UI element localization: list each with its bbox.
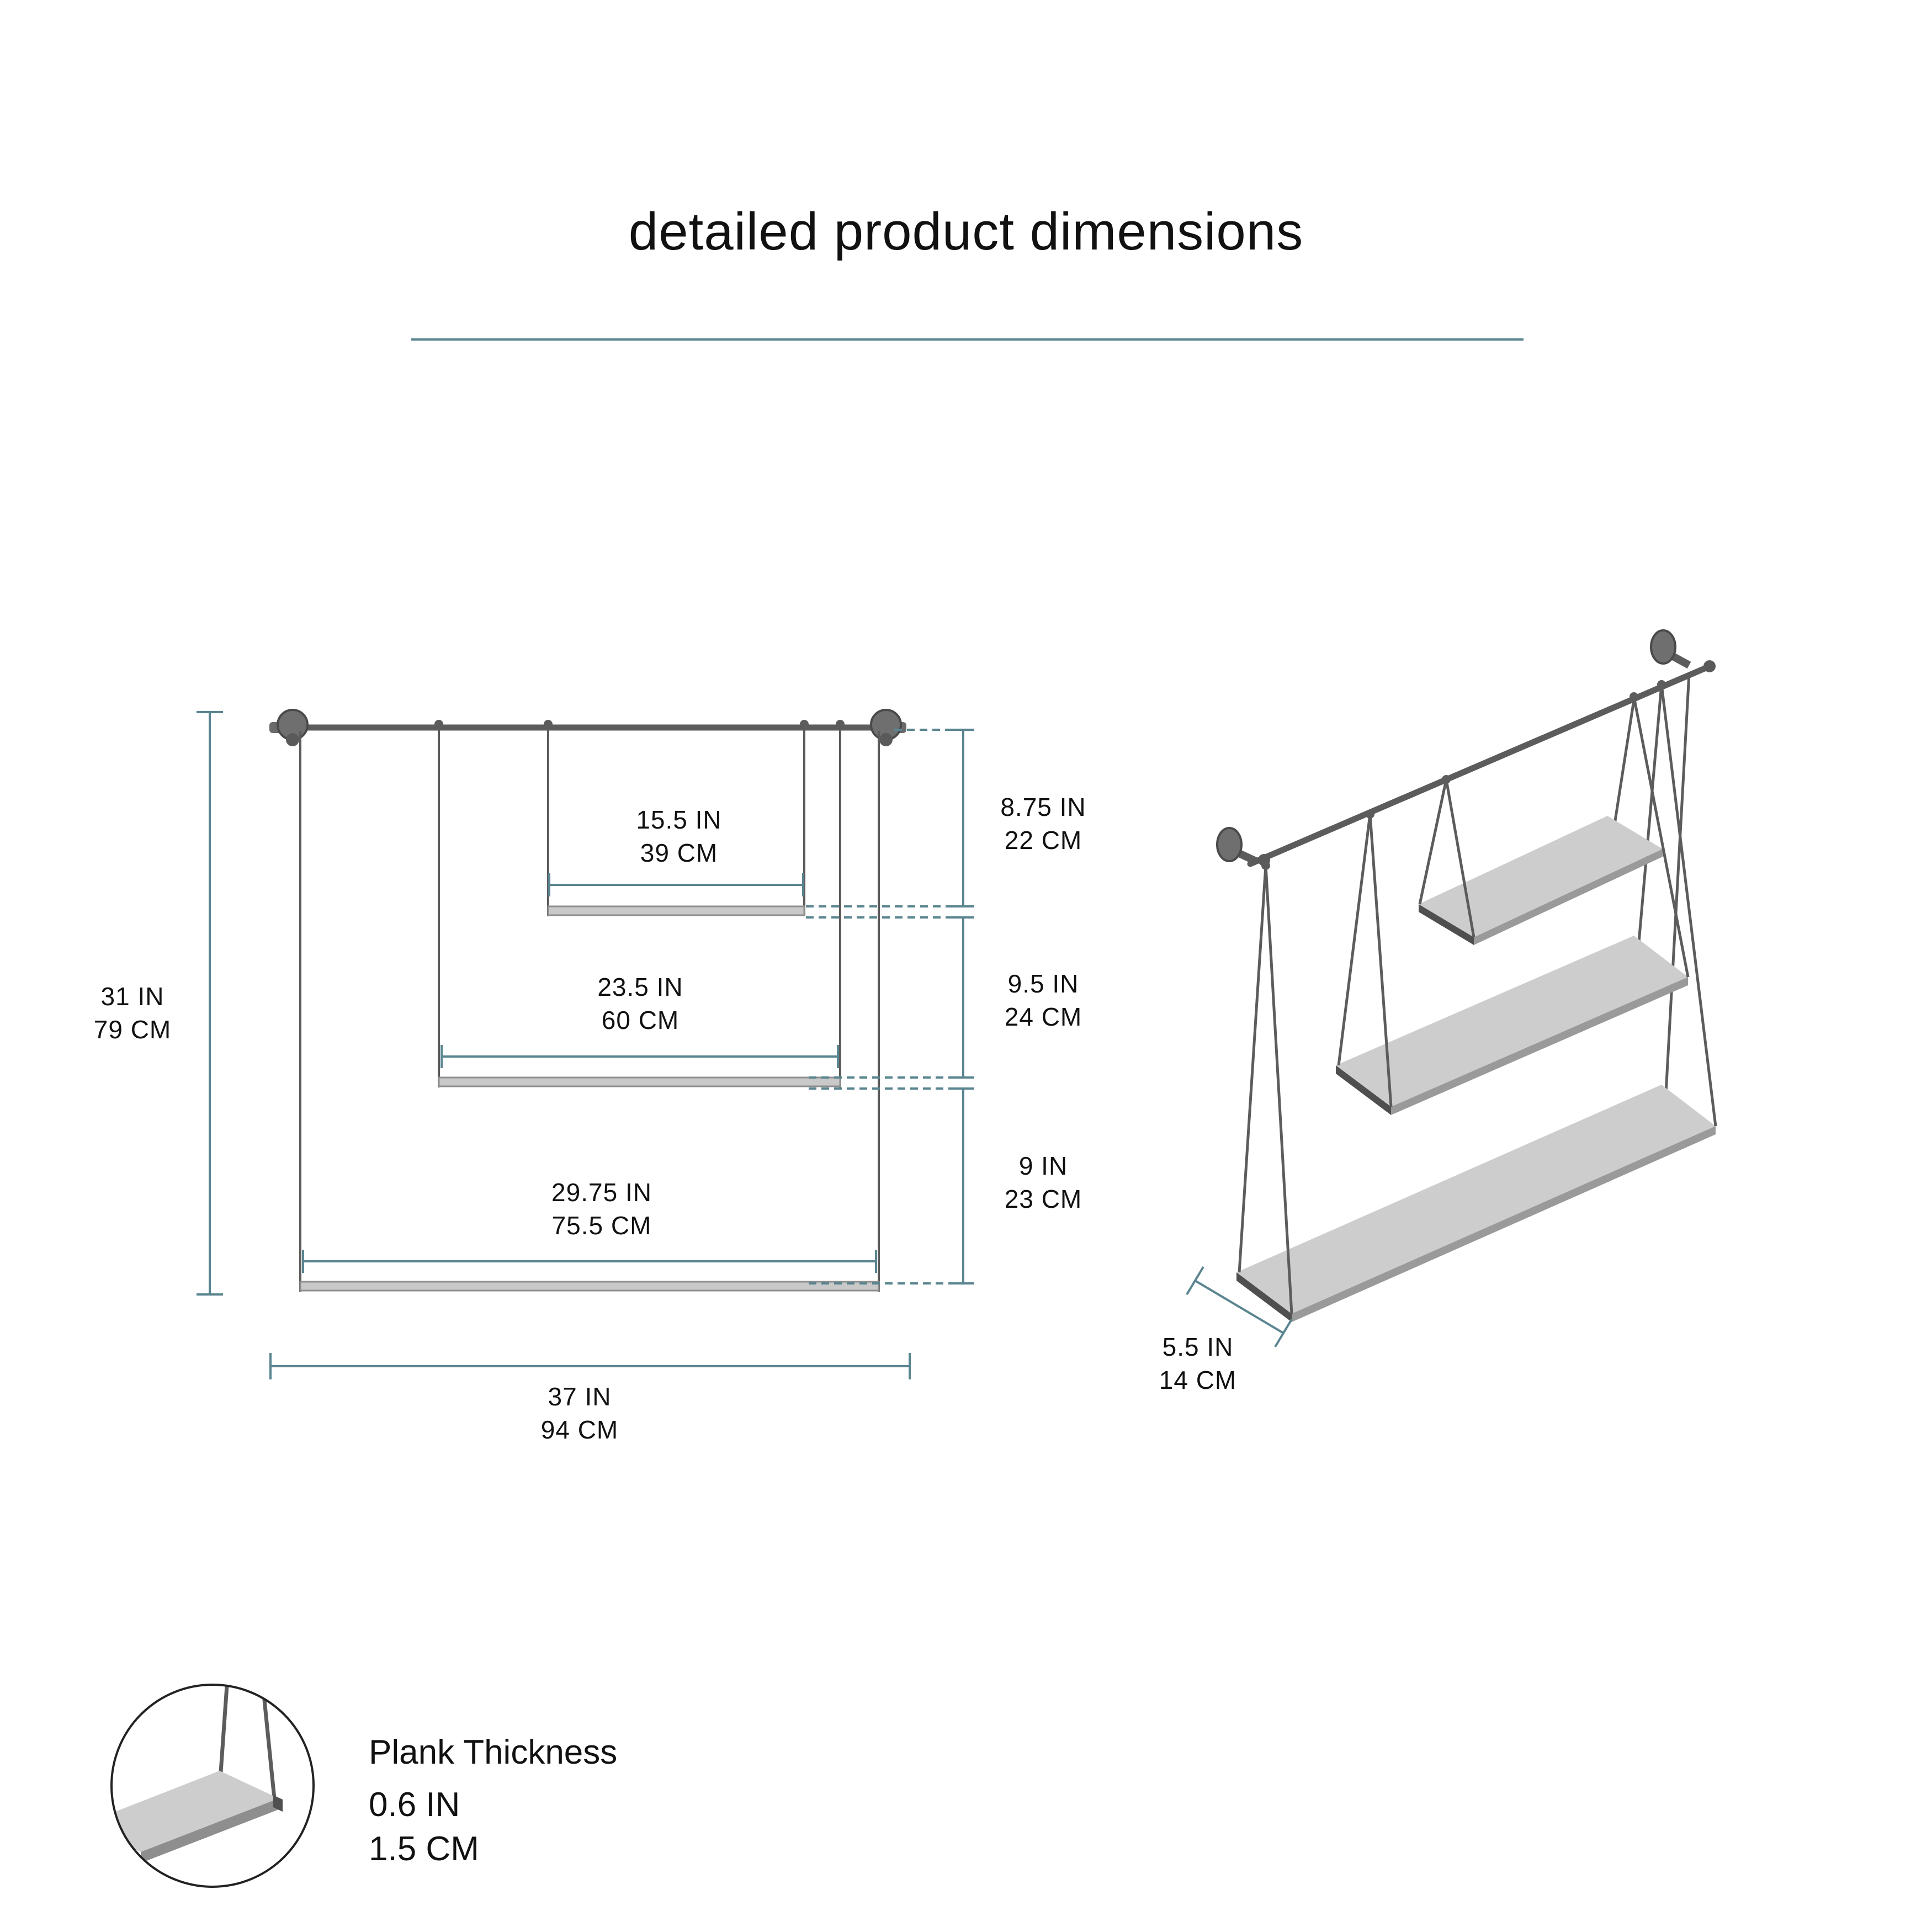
gap-top-label xyxy=(983,790,1104,857)
gap-bottom-in: 9 IN xyxy=(1018,1151,1068,1180)
gap-middle-label xyxy=(983,967,1104,1033)
middle-shelf-width-cm: 60 CM xyxy=(601,1006,680,1034)
iso-view xyxy=(1187,630,1716,1347)
front-rod-knob-right xyxy=(871,710,906,746)
iso-rod-knob-left xyxy=(1217,828,1270,866)
gap-middle-in: 9.5 IN xyxy=(1007,969,1079,998)
middle-shelf-width-in: 23.5 IN xyxy=(597,973,683,1001)
middle-shelf-width-label xyxy=(580,970,701,1037)
front-total-height-line xyxy=(197,712,223,1294)
iso-plank-bottom xyxy=(1236,1085,1716,1322)
plank-thickness-title: Plank Thickness xyxy=(369,1733,618,1771)
plank-thickness-in: 0.6 IN xyxy=(369,1786,460,1824)
front-gap-leader-lines xyxy=(806,730,974,1283)
gap-bottom-cm: 23 CM xyxy=(1004,1185,1082,1213)
total-height-cm: 79 CM xyxy=(93,1015,172,1044)
front-plank-top xyxy=(548,906,804,915)
iso-rod-knob-right xyxy=(1651,630,1716,672)
front-gap-dimension-lines xyxy=(949,730,974,1283)
depth-label xyxy=(1137,1330,1259,1397)
total-height-label xyxy=(72,980,193,1046)
gap-top-cm: 22 CM xyxy=(1004,826,1082,854)
total-width-label xyxy=(519,1380,640,1446)
iso-rod xyxy=(1250,667,1708,864)
top-shelf-width-cm: 39 CM xyxy=(640,838,718,867)
front-view xyxy=(197,710,974,1379)
depth-in: 5.5 IN xyxy=(1162,1333,1234,1361)
front-total-width-line xyxy=(270,1353,910,1379)
front-rod-knob-left xyxy=(269,710,307,746)
total-height-in: 31 IN xyxy=(100,982,164,1011)
plank-thickness-detail xyxy=(83,1678,314,1887)
plank-thickness-cm: 1.5 CM xyxy=(369,1830,479,1868)
total-width-in: 37 IN xyxy=(548,1382,612,1411)
iso-ropes-back xyxy=(1611,673,1689,1093)
page-title: detailed product dimensions xyxy=(628,202,1304,261)
bottom-shelf-width-label xyxy=(535,1176,668,1242)
gap-bottom-label xyxy=(983,1149,1104,1216)
bottom-shelf-width-in: 29.75 IN xyxy=(551,1178,652,1207)
bottom-shelf-width-cm: 75.5 CM xyxy=(551,1211,652,1240)
front-plank-middle xyxy=(439,1078,840,1086)
gap-middle-cm: 24 CM xyxy=(1004,1002,1082,1031)
front-plank-bottom xyxy=(300,1282,879,1291)
top-shelf-width-in: 15.5 IN xyxy=(636,805,722,834)
top-shelf-width-label xyxy=(618,803,740,869)
gap-top-in: 8.75 IN xyxy=(1000,793,1086,821)
total-width-cm: 94 CM xyxy=(540,1415,619,1444)
depth-cm: 14 CM xyxy=(1159,1366,1237,1394)
